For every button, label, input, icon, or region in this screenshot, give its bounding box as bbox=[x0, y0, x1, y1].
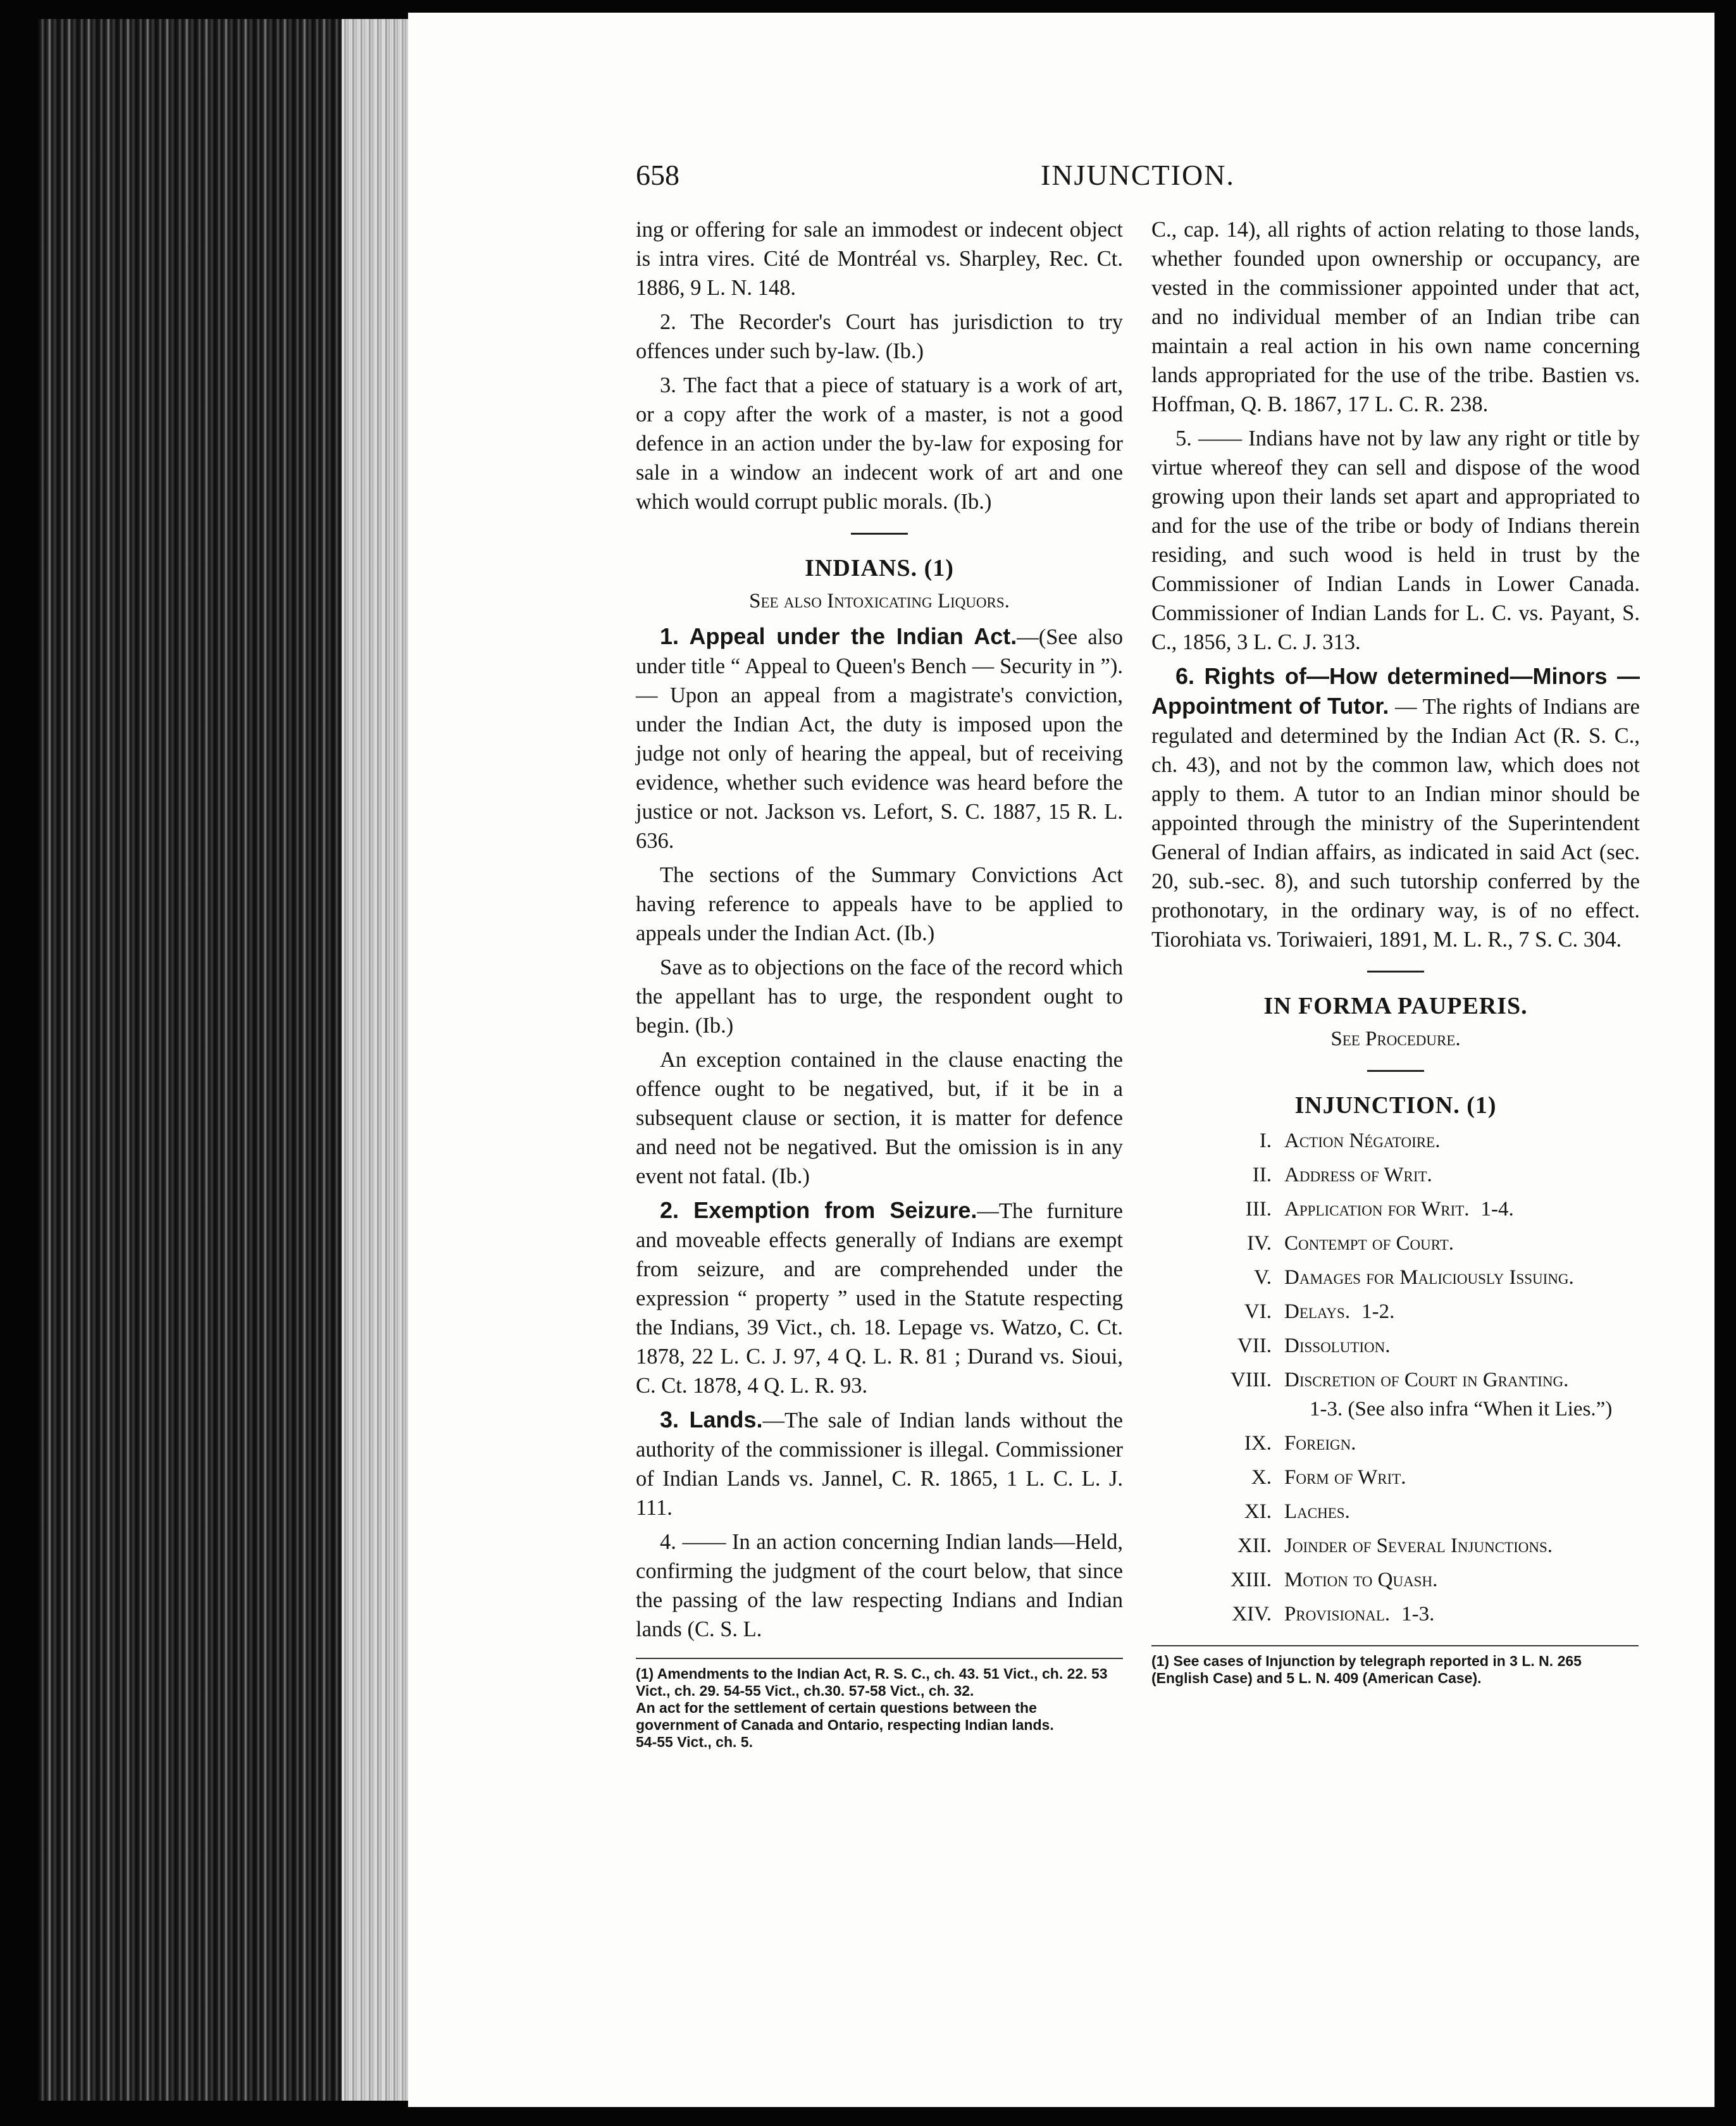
section-divider bbox=[851, 533, 908, 535]
list-item: IV. Contempt of Court. bbox=[1247, 1232, 1454, 1255]
subsection-lead: 2. Exemption from Seizure. bbox=[660, 1197, 977, 1223]
section-heading-forma-pauperis: IN FORMA PAUPERIS. bbox=[1263, 993, 1528, 1019]
see-also-reference: See also Intoxicating Liquors. bbox=[749, 590, 1010, 612]
paragraph: 2. Exemption from Seizure.—The furniture and moveable effects generally of Indians are exempt from seizure, and are comprehended under the expression “ property ” used in the Statute respecting the Indians, 39 Vict., ch. 18. Lepage vs. Watzo, C. Ct. 1878, 22 L. C. J. 97, 4 Q. L. R. 81 ; Durand vs. Sioui, C. Ct. 1878, 4 Q. L. R. 93. bbox=[636, 1197, 1123, 1398]
section-divider bbox=[1367, 971, 1424, 973]
subsection-lead: 3. Lands. bbox=[660, 1407, 763, 1433]
paragraph: 5. —— Indians have not by law any right or title by virtue whereof they can sell and dispose of the wood growing upon their lands set apart and appropriated to and for the use of the tribe or body of Indians therein residing, and such wood is held in trust by the Commissioner of Indian Lands in Lower Canada. Commissioner of Indian Lands for L. C. vs. Payant, S. C., 1856, 3 L. C. J. 313. bbox=[1151, 426, 1640, 654]
injunction-contents-list bbox=[1151, 1124, 1640, 1631]
list-item: XII. Joinder of Several Injunctions. bbox=[1237, 1534, 1553, 1557]
paragraph: The sections of the Summary Convictions Act having reference to appeals have to be applied to appeals under the Indian Act. (Ib.) bbox=[636, 863, 1123, 945]
list-item: VII. Dissolution. bbox=[1237, 1334, 1391, 1357]
section-heading-injunction: INJUNCTION. (1) bbox=[1294, 1092, 1497, 1119]
subsection-lead: 6. Rights of—How determined—Minors — Appointment of Tutor. bbox=[1151, 663, 1640, 719]
footnote-divider bbox=[1151, 1645, 1639, 1646]
footnote: An act for the settlement of certain questions between the government of Canada and Ontario, respecting Indian lands. bbox=[636, 1700, 1054, 1733]
paragraph: 3. Lands.—The sale of Indian lands without the authority of the commissioner is illegal. Commissioner of Indian Lands vs. Jannel, C. R. 1865, 1 L. C. L. J. 111. bbox=[636, 1407, 1123, 1520]
footnote: (1) See cases of Injunction by telegraph reported in 3 L. N. 265 (English Case) and 5 L. N. 409 (American Case). bbox=[1151, 1653, 1582, 1686]
paragraph: Save as to objections on the face of the record which the appellant has to urge, the respondent ought to begin. (Ib.) bbox=[636, 955, 1123, 1038]
paragraph: 1. Appeal under the Indian Act.—(See also under title “ Appeal to Queen's Bench — Security in ”). — Upon an appeal from a magistrate's conviction, under the Indian Act, the duty is imposed upon the judge not only of hearing the appeal, but of receiving evidence, whether such evidence was heard before the justice or not. Jackson vs. Lefort, S. C. 1887, 15 R. L. 636. bbox=[636, 623, 1123, 853]
paragraph: 3. The fact that a piece of statuary is a work of art, or a copy after the work of a master, is not a good defence in an action under the by-law for exposing for sale in a window an indecent work of art and one which would corrupt public morals. (Ib.) bbox=[636, 373, 1123, 514]
list-item: VIII. Discretion of Court in Granting. 1-3. (See also infra “When it Lies.”) bbox=[1230, 1369, 1613, 1420]
list-item: VI. Delays. 1-2. bbox=[1244, 1300, 1395, 1323]
list-item: XIV. Provisional. 1-3. bbox=[1232, 1603, 1435, 1626]
running-head: INJUNCTION. bbox=[1041, 159, 1235, 191]
footnote-divider bbox=[636, 1658, 1123, 1659]
page-number: 658 bbox=[636, 159, 679, 191]
right-column bbox=[1151, 215, 1640, 1687]
left-column bbox=[636, 215, 1123, 1751]
list-item: III. Application for Writ. 1-4. bbox=[1245, 1198, 1514, 1221]
footnote: 54-55 Vict., ch. 5. bbox=[636, 1734, 753, 1750]
section-divider bbox=[1367, 1070, 1424, 1072]
list-item: X. Form of Writ. bbox=[1251, 1466, 1406, 1489]
paragraph: C., cap. 14), all rights of action relating to those lands, whether founded upon ownership or occupancy, are vested in the commissioner appointed under that act, and no individual member of an Indian tribe can maintain a real action in his own name concerning lands appropriated for the use of the tribe. Bastien vs. Hoffman, Q. B. 1867, 17 L. C. R. 238. bbox=[1151, 218, 1640, 416]
footnote: (1) Amendments to the Indian Act, R. S. C., ch. 43. 51 Vict., ch. 22. 53 Vict., ch. 29. 54-55 Vict., ch.30. 57-58 Vict., ch. 32. bbox=[636, 1665, 1108, 1699]
paragraph: 4. —— In an action concerning Indian lands—Held, confirming the judgment of the court below, that since the passing of the law respecting Indians and Indian lands (C. S. L. bbox=[636, 1530, 1123, 1641]
paragraph: 6. Rights of—How determined—Minors — Appointment of Tutor. — The rights of Indians are regulated and determined by the Indian Act (R. S. C., ch. 43), and not by the common law, which does not apply to them. A tutor to an Indian minor should be appointed through the ministry of the Superintendent General of Indian affairs, as indicated in said Act (sec. 20, sub.-sec. 8), and such tutorship conferred by the prothonotary, in the ordinary way, is of no effect. Tiorohiata vs. Toriwaieri, 1891, M. L. R., 7 S. C. 304. bbox=[1151, 663, 1640, 952]
page-header bbox=[636, 158, 1736, 196]
book-page-edges-light bbox=[342, 19, 411, 2101]
paragraph: 2. The Recorder's Court has jurisdiction to try offences under such by-law. (Ib.) bbox=[636, 310, 1123, 363]
list-item: II. Address of Writ. bbox=[1252, 1164, 1432, 1186]
list-item: I. Action Négatoire. bbox=[1259, 1129, 1441, 1152]
list-item: XI. Laches. bbox=[1244, 1500, 1350, 1523]
section-heading-indians: INDIANS. (1) bbox=[805, 555, 954, 581]
see-reference: See Procedure. bbox=[1330, 1028, 1461, 1050]
paragraph: ing or offering for sale an immodest or indecent object is intra vires. Cité de Montréal vs. Sharpley, Rec. Ct. 1886, 9 L. N. 148. bbox=[636, 218, 1123, 300]
list-item: XIII. Motion to Quash. bbox=[1230, 1569, 1438, 1591]
list-item: IX. Foreign. bbox=[1244, 1432, 1356, 1455]
subsection-lead: 1. Appeal under the Indian Act. bbox=[660, 623, 1017, 649]
list-item: V. Damages for Maliciously Issuing. bbox=[1254, 1266, 1574, 1289]
paragraph: An exception contained in the clause enacting the offence ought to be negatived, but, if it be in a subsequent clause or section, it is matter for defence and need not be negatived. But the omission is in any event not fatal. (Ib.) bbox=[636, 1048, 1123, 1188]
